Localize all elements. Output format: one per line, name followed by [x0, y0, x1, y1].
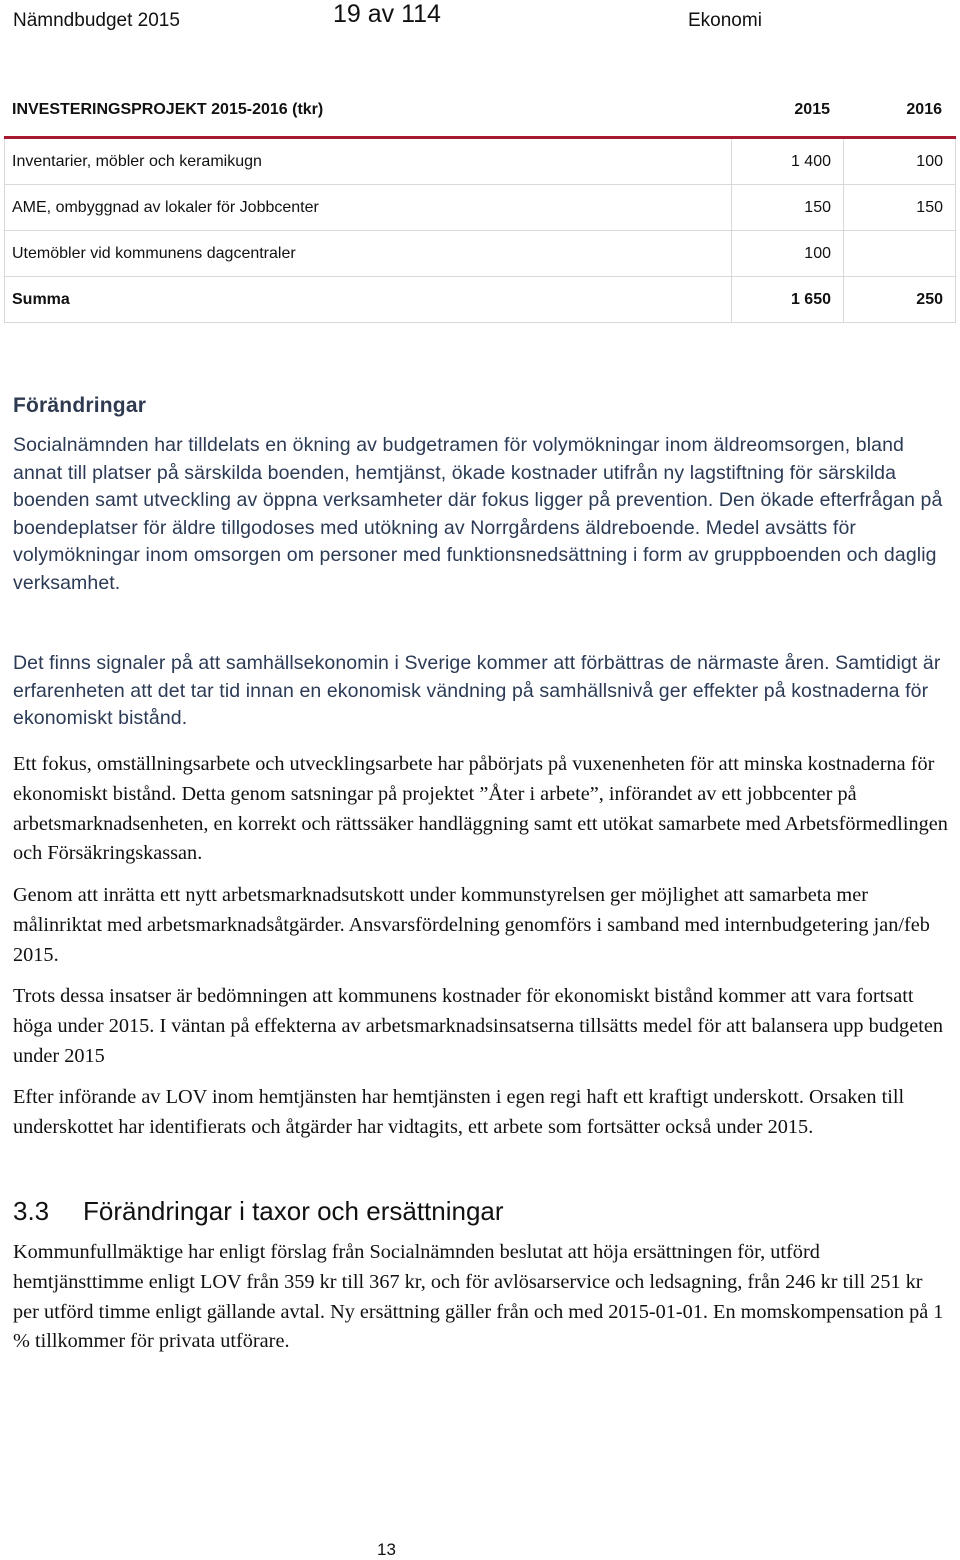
- page-number: 13: [377, 1540, 396, 1559]
- table-row: [4, 185, 956, 231]
- section-number: 3.3: [13, 1196, 50, 1226]
- row-value-2015: 100: [731, 231, 843, 276]
- paragraph: Efter införande av LOV inom hemtjänsten har hemtjänsten i egen regi haft ett kraftigt underskott. Orsaken till underskottet har identifierats och åtgärder har vidtagits, ett arbete som fortsätter också under 2015.: [13, 1086, 905, 1138]
- page-header: [0, 0, 960, 40]
- table-header-row: [4, 84, 956, 139]
- section-title: Förändringar i taxor och ersättningar: [83, 1196, 504, 1226]
- investment-table: [4, 84, 956, 323]
- document-title: Nämndbudget 2015: [13, 10, 180, 31]
- table-header-2015: 2015: [794, 101, 830, 118]
- row-value-2016: 150: [843, 185, 955, 230]
- row-value-2016: [843, 231, 955, 276]
- page-counter: 19 av 114: [333, 0, 441, 28]
- table-header-label: INVESTERINGSPROJEKT 2015-2016 (tkr): [12, 101, 324, 118]
- row-label: Utemöbler vid kommunens dagcentraler: [12, 244, 296, 262]
- section-label: Ekonomi: [688, 10, 762, 31]
- row-label: AME, ombyggnad av lokaler för Jobbcenter: [12, 198, 319, 216]
- row-value-2016: 100: [843, 139, 955, 184]
- section-heading-3-3: [13, 1196, 504, 1227]
- row-value-2015: 150: [731, 185, 843, 230]
- paragraph: Kommunfullmäktige har enligt förslag från Socialnämnden beslutat att höja ersättningen för, utförd hemtjänsttimme enligt LOV från 359 kr till 367 kr, och för avlösarservice och ledsagning, från 246 kr till 251 kr per utförd timme enligt gällande avtal. Ny ersättning gäller från och med 2015-01-01. En momskompensation på 1 % tillkommer för privata utförare.: [13, 1241, 944, 1353]
- paragraph: Socialnämnden har tilldelats en ökning av budgetramen för volymökningar inom äldreomsorgen, bland annat till platser på särskilda boenden, hemtjänst, ökade kostnader utifrån ny lagstiftning för särskilda boenden samt utveckling av öppna verksamheter där fokus ligger på prevention. Den ökade efterfrågan på boendeplatser för äldre tillgodoses med utökning av Norrgårdens äldreboende. Medel avsätts för volymökningar inom omsorgen om personer med funktionsnedsättning i form av gruppboenden och daglig verksamhet.: [13, 434, 943, 594]
- table-row: [4, 139, 956, 185]
- paragraph: Ett fokus, omställningsarbete och utvecklingsarbete har påbörjats på vuxenenheten för att minska kostnaderna för ekonomiskt bistånd. Detta genom satsningar på projektet ”Åter i arbete”, införandet av ett jobbcenter på arbetsmarknadsenheten, en korrekt och rättssäker handläggning samt ett utökat samarbete med Arbetsförmedlingen och Försäkringskassan.: [13, 753, 948, 865]
- paragraph: Genom att inrätta ett nytt arbetsmarknadsutskott under kommunstyrelsen ger möjlighet att samarbeta mer målinriktat med arbetsmarknadsåtgärder. Ansvarsfördelning genomförs i samband med internbudgetering jan/feb 2015.: [13, 884, 930, 966]
- sum-label: Summa: [12, 290, 70, 308]
- table-header-2016: 2016: [906, 101, 942, 118]
- section-heading-forandringar: Förändringar: [13, 394, 147, 417]
- paragraph: Det finns signaler på att samhällsekonomin i Sverige kommer att förbättras de närmaste åren. Samtidigt är erfarenheten att det tar tid innan en ekonomisk vändning på samhällsnivå ger effekter på kostnaderna för ekonomiskt bistånd.: [13, 652, 941, 729]
- table-sum-row: [4, 277, 956, 323]
- table-row: [4, 231, 956, 277]
- row-value-2015: 1 400: [731, 139, 843, 184]
- paragraph: Trots dessa insatser är bedömningen att kommunens kostnader för ekonomiskt bistånd kommer att vara fortsatt höga under 2015. I väntan på effekterna av arbetsmarknadsinsatserna tillsätts medel för att balansera upp budgeten under 2015: [13, 985, 943, 1067]
- row-label: Inventarier, möbler och keramikugn: [12, 152, 262, 170]
- sum-value-2016: 250: [843, 277, 955, 322]
- sum-value-2015: 1 650: [731, 277, 843, 322]
